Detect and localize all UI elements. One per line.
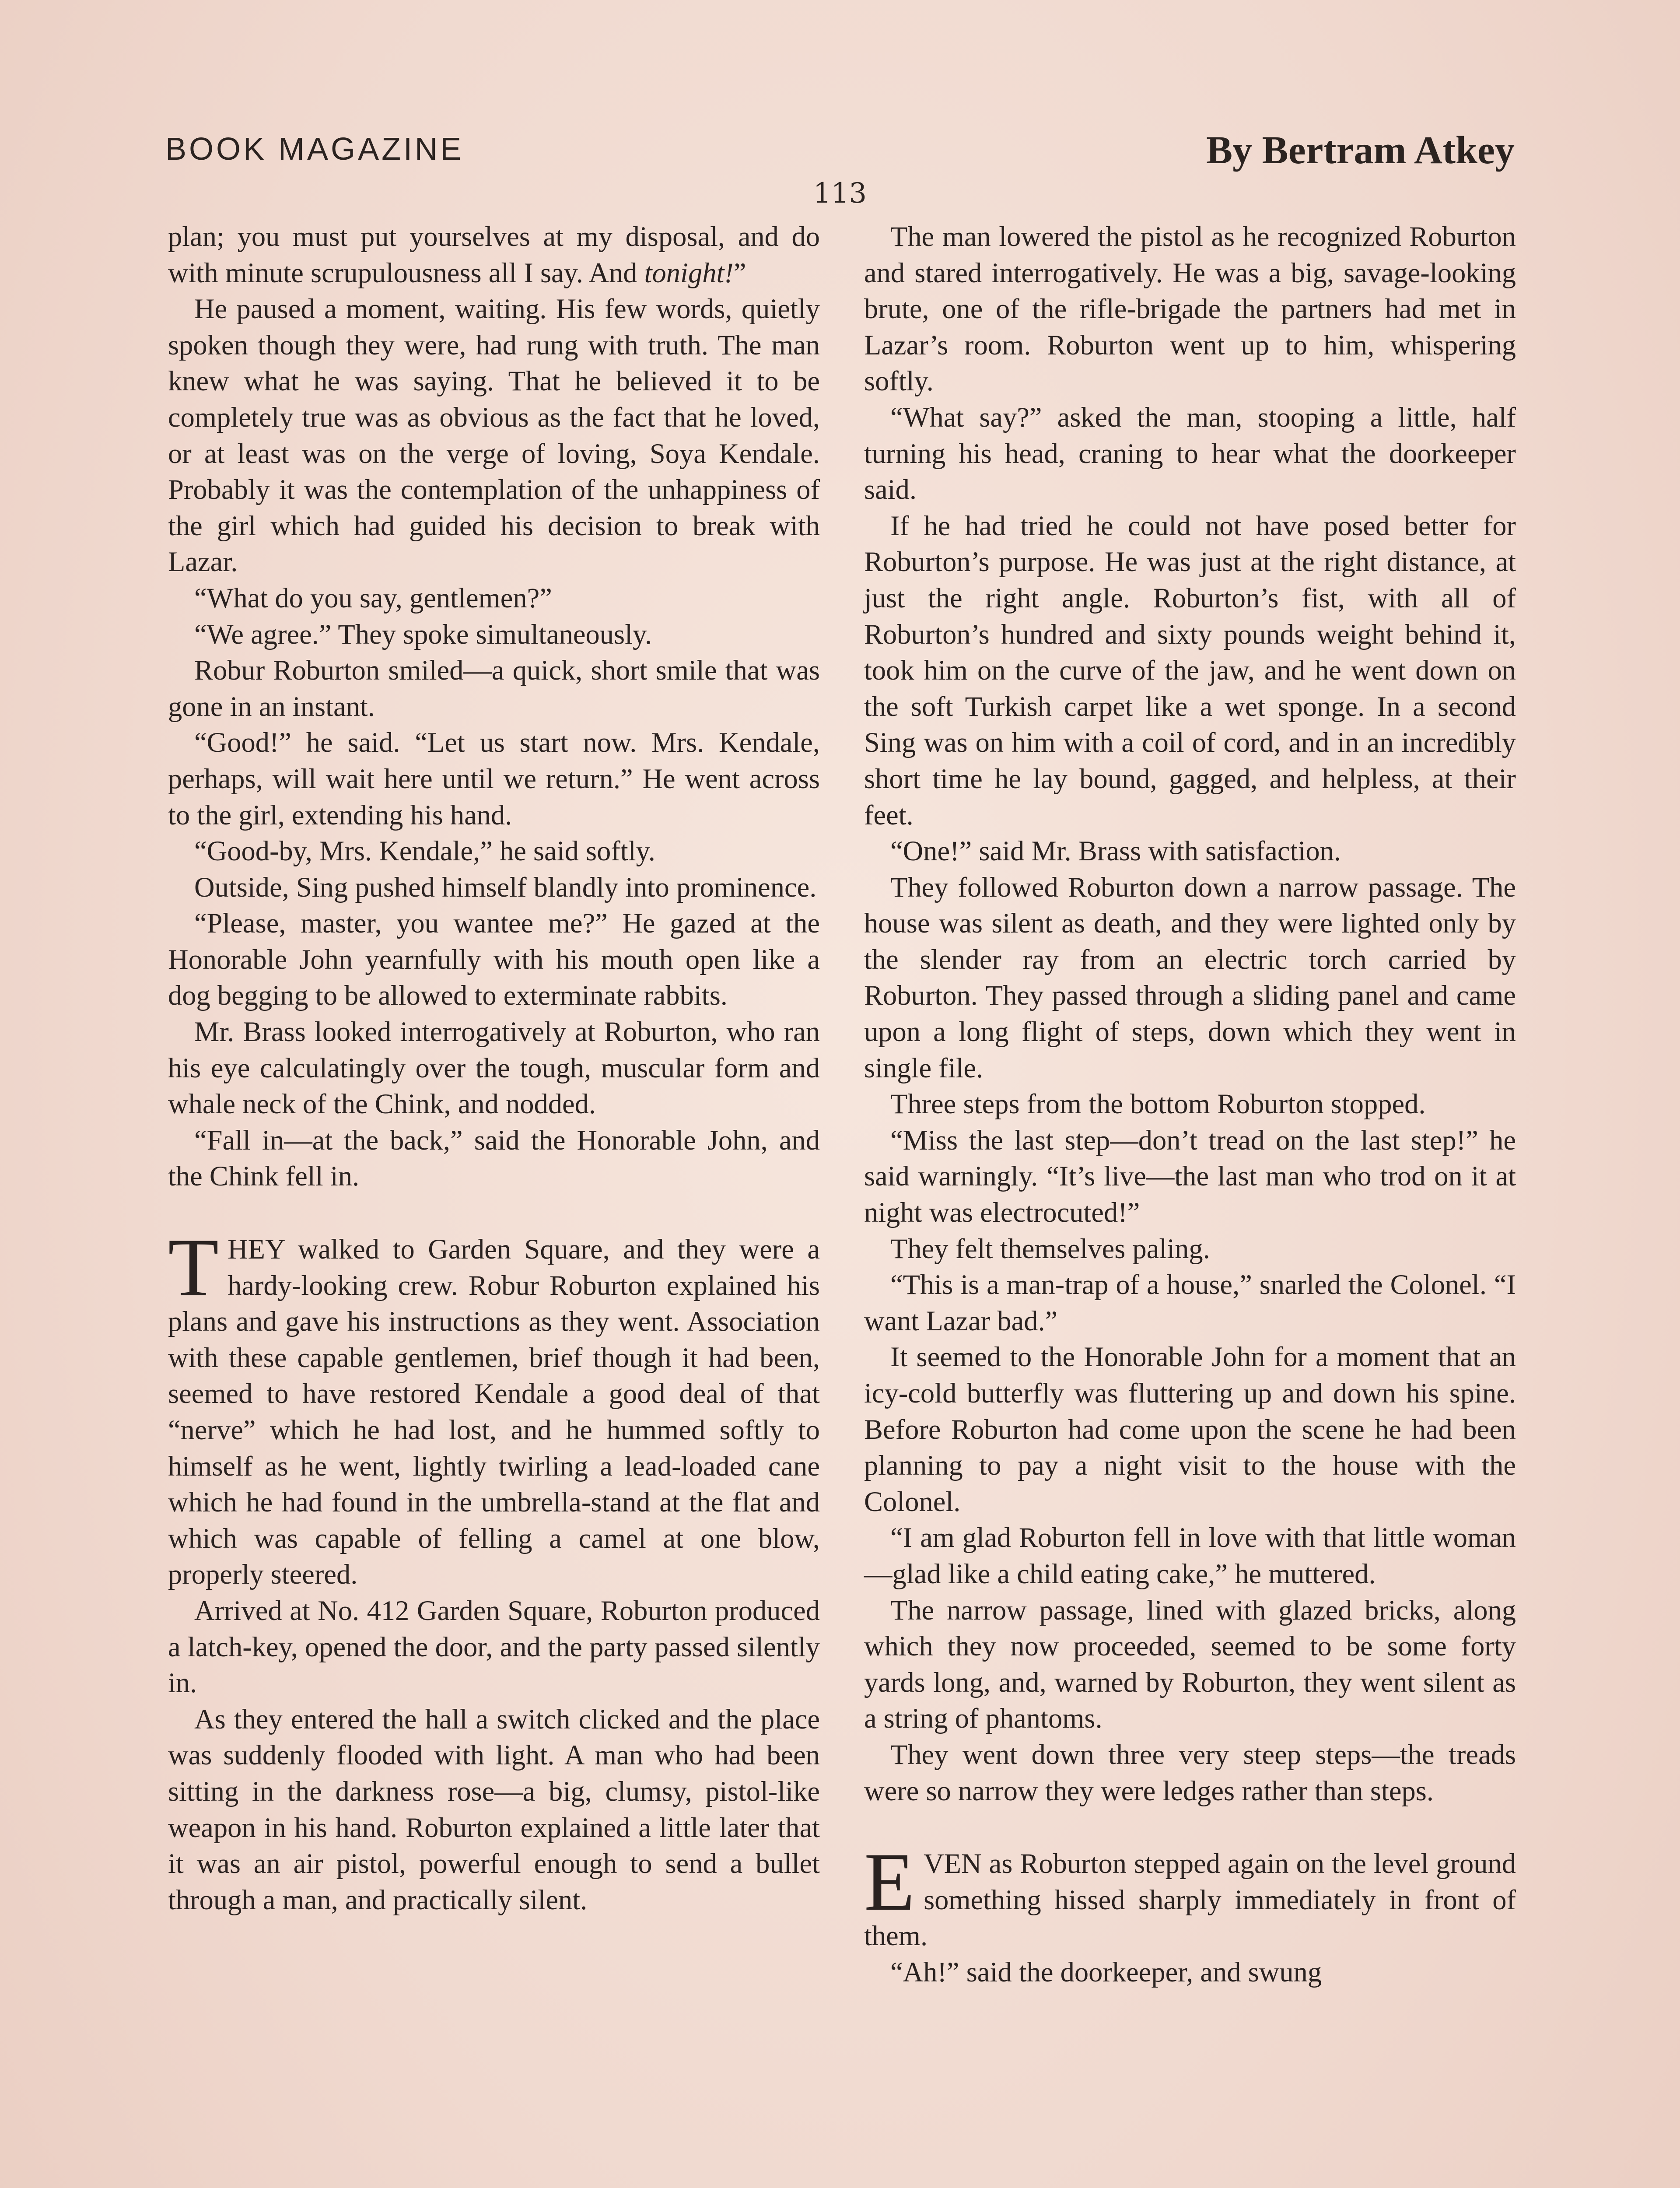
paragraph: “Good-by, Mrs. Kendale,” he said softly. [194,835,655,867]
paragraph: It seemed to the Honorable John for a moment that an icy-cold butterfly was fluttering up and down his spine. Before Roburton had come upon the scene he had been planning to pay a night visit to the house with the Colonel. [864,1341,1516,1517]
paragraph: Mr. Brass looked interrogatively at Roburton, who ran his eye calculatingly over the tough, muscular form and whale neck of the Chink, and nodded. [168,1016,820,1120]
right-column [864,219,1516,1991]
paragraph: They went down three very steep steps—the treads were so narrow they were ledges rather than steps. [864,1739,1516,1806]
paragraph: “Ah!” said the doorkeeper, and swung [890,1956,1322,1988]
paragraph: “This is a man-trap of a house,” snarled the Colonel. “I want Lazar bad.” [864,1269,1516,1336]
paragraph: The man lowered the pistol as he recognized Roburton and stared interrogatively. He was a big, savage-looking brute, one of the rifle-brigade the partners had met in Lazar’s room. Roburton went up to him, whispering softly. [864,221,1516,397]
paragraph: Three steps from the bottom Roburton stopped. [890,1088,1426,1120]
paragraph: Robur Roburton smiled—a quick, short smile that was gone in an instant. [168,655,820,722]
paragraph: “What do you say, gentlemen?” [194,582,552,614]
paragraph: Outside, Sing pushed himself blandly into prominence. [194,871,817,903]
paragraph: “One!” said Mr. Brass with satisfaction. [890,835,1341,867]
paragraph: “Miss the last step—don’t tread on the last step!” he said warningly. “It’s live—the last man who trod on it at night was electrocuted!” [864,1124,1516,1228]
paragraph: They followed Roburton down a narrow passage. The house was silent as death, and they were lighted only by the slender ray from an electric torch carried by Roburton. They passed through a sliding panel and came upon a long flight of steps, down which they went in single file. [864,871,1516,1083]
paragraph: They felt themselves paling. [890,1233,1210,1264]
dropcap-paragraph: THEY walked to Garden Square, and they were a hardy-looking crew. Robur Roburton explained his plans and gave his instructions as they went. Association with these capable gentlemen, brief though it had been, seemed to have restored Kendale a good deal of that “nerve” which he had lost, and he hummed softly to himself as he went, lightly twirling a lead-loaded cane which he had found in the umbrella-stand at the flat and which was capable of felling a camel at one blow, properly steered. [168,1222,820,1590]
emphasis-text: tonight! [644,257,734,288]
drop-cap: T [168,1222,219,1314]
author-byline: By Bertram Atkey [1206,129,1515,172]
paragraph: “Fall in—at the back,” said the Honorable John, and the Chink fell in. [168,1124,820,1192]
paragraph: Arrived at No. 412 Garden Square, Roburton produced a latch-key, opened the door, and the party passed silently in. [168,1595,820,1699]
paragraph: He paused a moment, waiting. His few words, quietly spoken though they were, had rung with truth. The man knew what he was saying. That he believed it to be completely true was as obvious as the fact that he loved, or at least was on the verge of loving, Soya Kendale. Probably it was the contemplation of the unhappiness of the girl which had guided his decision to break with Lazar. [168,293,820,578]
dropcap-paragraph: EVEN as Roburton stepped again on the level ground something hissed sharply immediately in front of them. [864,1836,1516,1952]
paragraph: The narrow passage, lined with glazed bricks, along which they now proceeded, seemed to be some forty yards long, and, warned by Roburton, they went silent as a string of phantoms. [864,1594,1516,1734]
paragraph: “What say?” asked the man, stooping a little, half turning his head, craning to hear what the doorkeeper said. [864,401,1516,505]
page-number: 113 [813,177,867,210]
paragraph: “Good!” he said. “Let us start now. Mrs. Kendale, perhaps, will wait here until we return.” He went across to the girl, extending his hand. [168,727,820,831]
paragraph: If he had tried he could not have posed better for Roburton’s purpose. He was just at the right distance, at just the right angle. Roburton’s fist, with all of Roburton’s hundred and sixty pounds weight behind it, took him on the curve of the jaw, and he went down on the soft Turkish carpet like a wet sponge. In a second Sing was on him with a coil of cord, and in an incredibly short time he lay bound, gagged, and helpless, at their feet. [864,510,1516,831]
paragraph: plan; you must put yourselves at my disposal, and do with minute scrupulousness all I say. And tonight!” [168,221,820,288]
paragraph: “We agree.” They spoke simultaneously. [194,618,652,650]
paragraph: “Please, master, you wantee me?” He gazed at the Honorable John yearnfully with his mouth open like a dog begging to be allowed to exterminate rabbits. [168,908,820,1011]
left-column [168,219,820,1918]
magazine-title: BOOK MAGAZINE [165,132,464,167]
paragraph: “I am glad Roburton fell in love with that little woman—glad like a child eating cake,” he muttered. [864,1522,1516,1589]
paragraph: As they entered the hall a switch clicked and the place was suddenly flooded with light. A man who had been sitting in the darkness rose—a big, clumsy, pistol-like weapon in his hand. Roburton explained a little later that it was an air pistol, powerful enough to send a bullet through a man, and practically silent. [168,1703,820,1915]
drop-cap: E [864,1836,915,1929]
